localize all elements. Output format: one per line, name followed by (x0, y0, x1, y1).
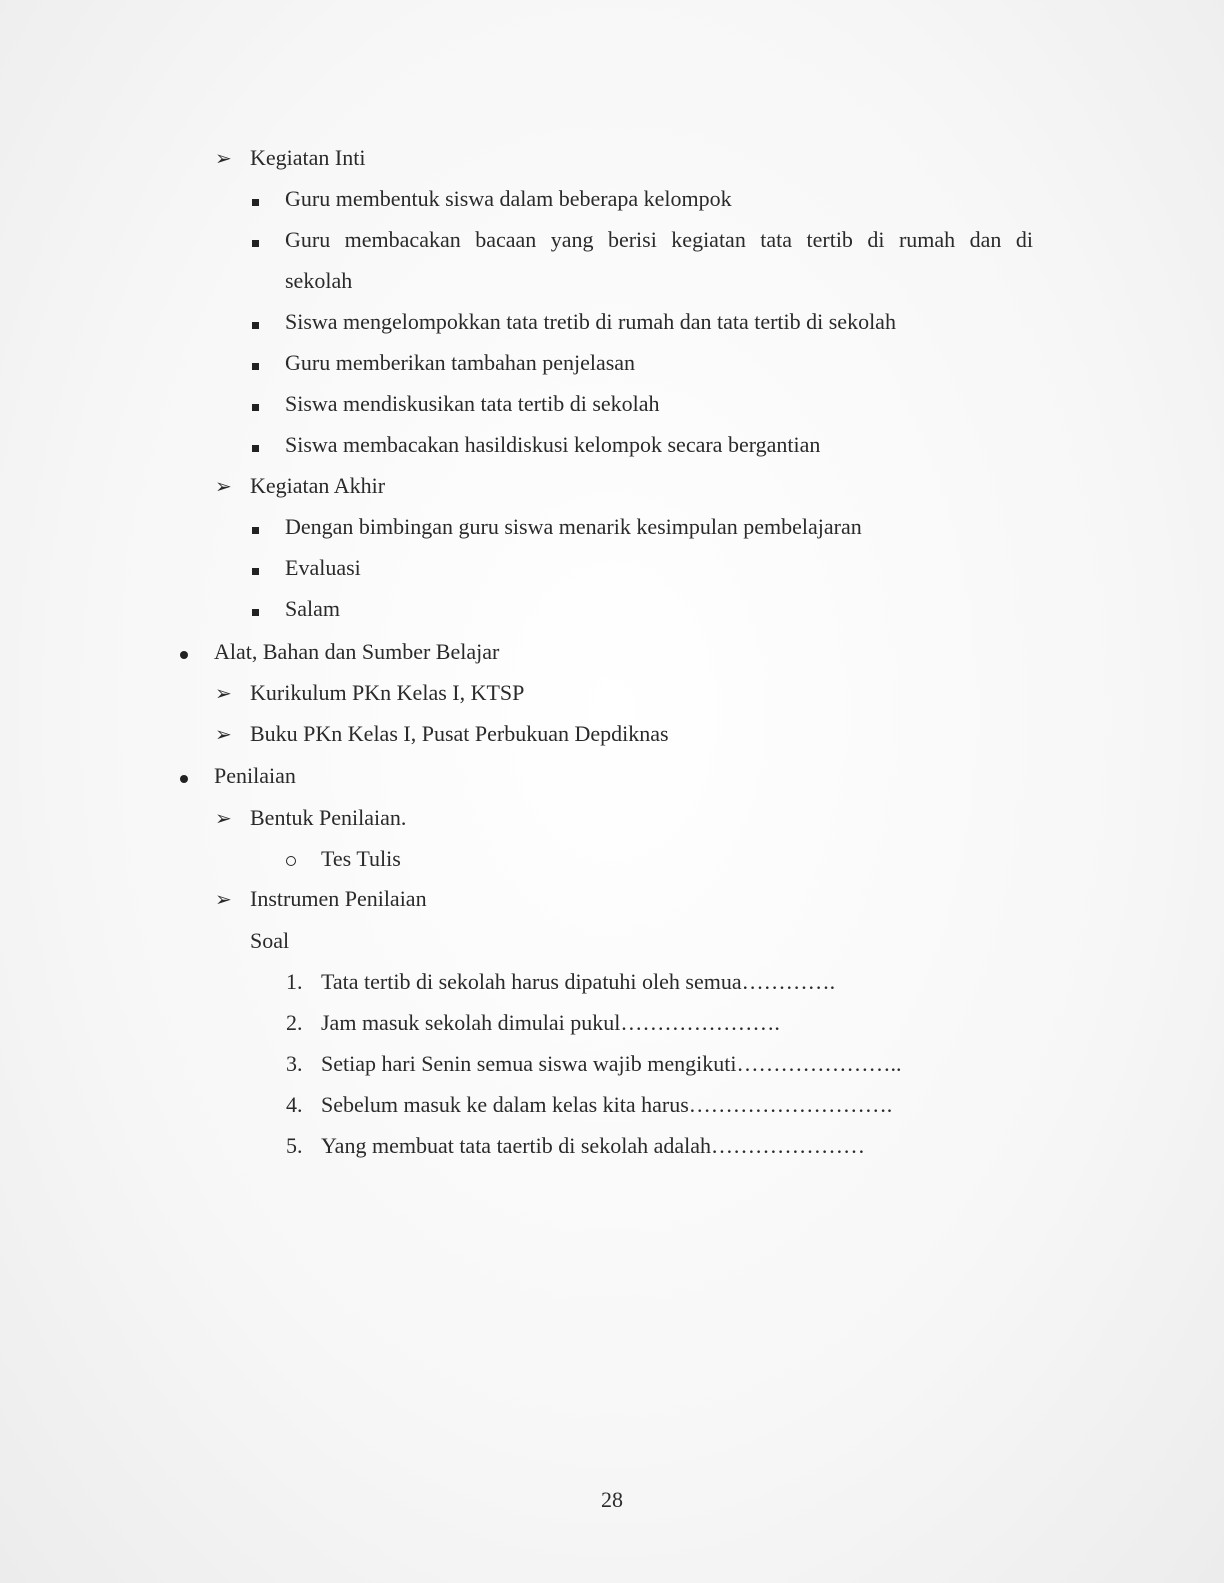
square-bullet-icon (252, 514, 259, 540)
question-number: 4. (286, 1092, 303, 1117)
question-text: Setiap hari Senin semua siswa wajib mengikuti………………….. (321, 1051, 902, 1076)
list-item: Salam (285, 596, 340, 621)
instrumen-penilaian-heading: Instrumen Penilaian (250, 886, 427, 911)
page-number: 28 (601, 1487, 623, 1512)
question-text: Sebelum masuk ke dalam kelas kita harus………………………. (321, 1092, 893, 1117)
arrow-bullet-icon: ➢ (215, 681, 232, 705)
question-number: 2. (286, 1010, 303, 1035)
list-item-continuation: sekolah (285, 268, 353, 293)
list-item: Guru membacakan bacaan yang berisi kegiatan tata tertib di rumah dan di (285, 227, 1033, 252)
square-bullet-icon (252, 596, 259, 622)
square-bullet-icon (252, 432, 259, 458)
kegiatan-akhir-heading: Kegiatan Akhir (250, 473, 386, 498)
arrow-bullet-icon: ➢ (215, 474, 232, 498)
circle-bullet-icon (286, 846, 296, 872)
square-bullet-icon (252, 186, 259, 212)
square-bullet-icon (252, 227, 259, 253)
arrow-bullet-icon: ➢ (215, 887, 232, 911)
soal-label: Soal (250, 928, 290, 953)
alat-heading: Alat, Bahan dan Sumber Belajar (214, 639, 500, 664)
bentuk-penilaian-heading: Bentuk Penilaian. (250, 805, 407, 830)
list-item: Siswa mendiskusikan tata tertib di sekolah (285, 391, 660, 416)
penilaian-heading: Penilaian (214, 763, 296, 788)
list-item: Evaluasi (285, 555, 361, 580)
square-bullet-icon (252, 309, 259, 335)
square-bullet-icon (252, 555, 259, 581)
square-bullet-icon (252, 350, 259, 376)
question-text: Tata tertib di sekolah harus dipatuhi oleh semua…………. (321, 969, 836, 994)
square-bullet-icon (252, 391, 259, 417)
arrow-bullet-icon: ➢ (215, 806, 232, 830)
question-number: 3. (286, 1051, 303, 1076)
list-item: Buku PKn Kelas I, Pusat Perbukuan Depdiknas (250, 721, 669, 746)
question-text: Jam masuk sekolah dimulai pukul…………………. (321, 1010, 780, 1035)
list-item: Tes Tulis (321, 846, 401, 871)
question-number: 1. (286, 969, 303, 994)
list-item: Siswa membacakan hasildiskusi kelompok secara bergantian (285, 432, 821, 457)
question-text: Yang membuat tata taertib di sekolah adalah………………… (321, 1133, 865, 1158)
question-number: 5. (286, 1133, 303, 1158)
round-bullet-icon (180, 639, 188, 665)
arrow-bullet-icon: ➢ (215, 146, 232, 170)
list-item: Guru memberikan tambahan penjelasan (285, 350, 636, 375)
list-item: Dengan bimbingan guru siswa menarik kesimpulan pembelajaran (285, 514, 862, 539)
list-item: Siswa mengelompokkan tata tretib di rumah dan tata tertib di sekolah (285, 309, 896, 334)
list-item: Guru membentuk siswa dalam beberapa kelompok (285, 186, 732, 211)
round-bullet-icon (180, 763, 188, 789)
arrow-bullet-icon: ➢ (215, 722, 232, 746)
kegiatan-inti-heading: Kegiatan Inti (250, 145, 366, 170)
list-item: Kurikulum PKn Kelas I, KTSP (250, 680, 525, 705)
